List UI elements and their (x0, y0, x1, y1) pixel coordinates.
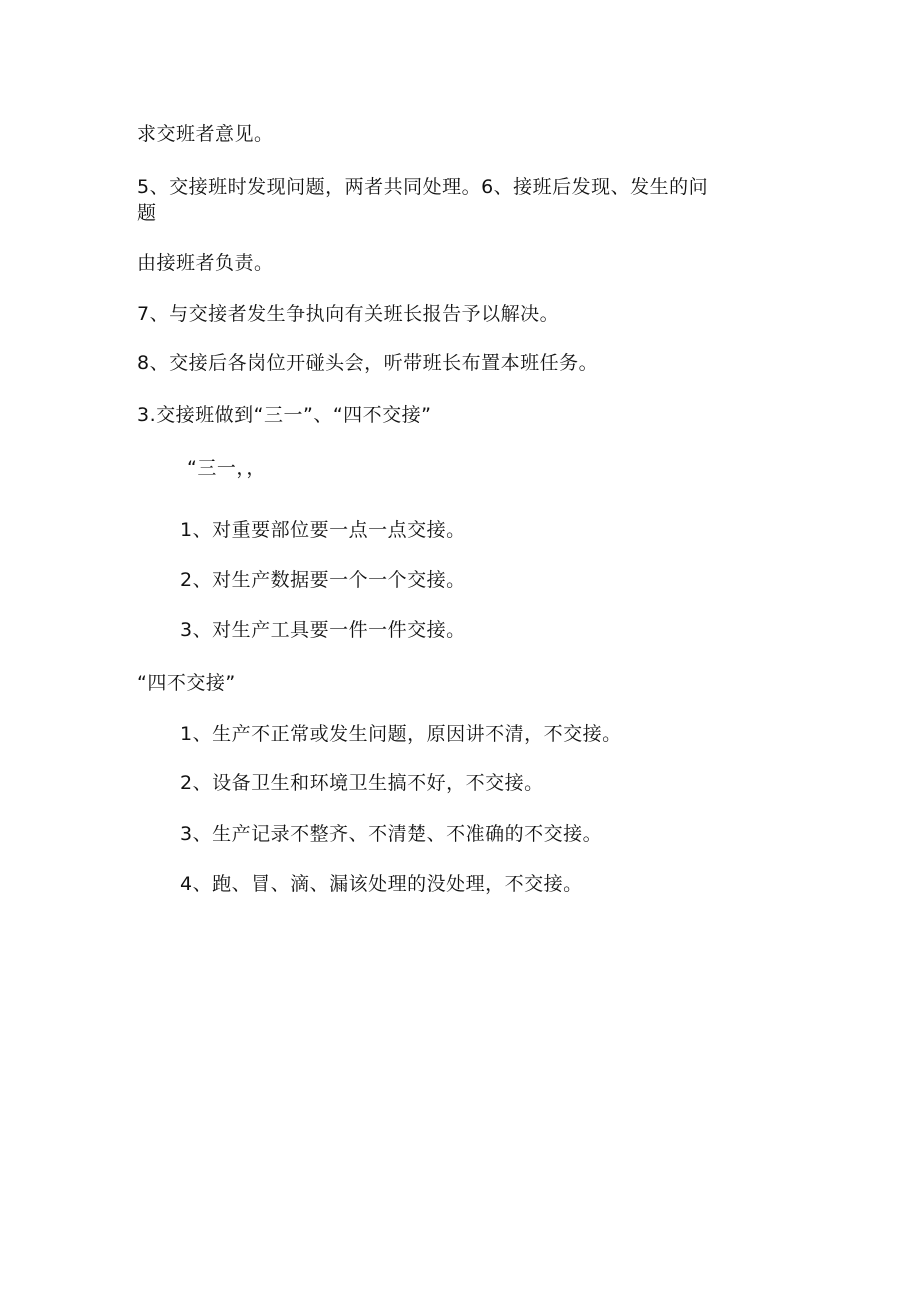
si-bu-item-4: 4、跑、冒、滴、漏该处理的没处理，不交接。 (180, 873, 583, 895)
subheading-si-bu-jiao-jie: “四不交接” (137, 672, 236, 694)
san-yi-item-2: 2、对生产数据要一个一个交接。 (180, 569, 466, 591)
text-line-5: 7、与交接者发生争执向有关班长报告予以解决。 (137, 303, 560, 325)
text-line-6: 8、交接后各岗位开碰头会，听带班长布置本班任务。 (137, 352, 599, 374)
text-line-3: 题 (137, 202, 157, 224)
section-heading-3: 3.交接班做到“三一”、“四不交接” (137, 404, 432, 426)
si-bu-item-3: 3、生产记录不整齐、不清楚、不准确的不交接。 (180, 823, 603, 845)
text-line-2: 5、交接班时发现问题，两者共同处理。6、接班后发现、发生的问 (137, 176, 709, 198)
san-yi-item-1: 1、对重要部位要一点一点交接。 (180, 519, 466, 541)
text-line-1: 求交班者意见。 (137, 123, 274, 145)
si-bu-item-2: 2、设备卫生和环境卫生搞不好，不交接。 (180, 772, 544, 794)
text-line-4: 由接班者负责。 (137, 252, 274, 274)
subheading-san-yi: “三一，， (187, 457, 266, 479)
san-yi-item-3: 3、对生产工具要一件一件交接。 (180, 619, 466, 641)
si-bu-item-1: 1、生产不正常或发生问题，原因讲不清，不交接。 (180, 723, 622, 745)
